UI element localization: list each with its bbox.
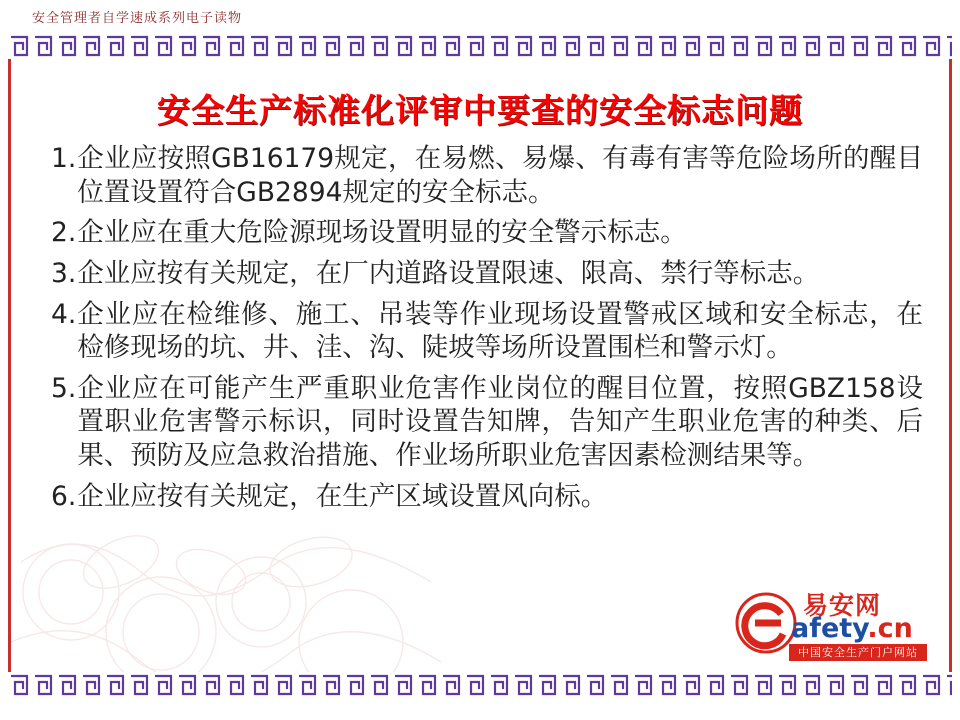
list-item-number: 2. (51, 217, 77, 249)
list-item-number: 5. (51, 372, 77, 404)
list-item-number: 4. (51, 298, 77, 330)
logo-brand-cn: 易安网 (803, 591, 882, 620)
logo-brand-tld: .cn (867, 613, 913, 644)
page-title: 安全生产标准化评审中要查的安全标志问题 (157, 91, 803, 130)
list-item (51, 372, 923, 473)
list-item (51, 298, 923, 365)
logo-e-mark-icon (735, 592, 797, 654)
list-item-text: 企业应在重大危险源现场设置明显的安全警示标志。 (77, 217, 687, 249)
list-item (51, 480, 923, 514)
list-item (51, 142, 923, 209)
greek-key-pattern-bottom-icon (8, 672, 952, 698)
logo-tagline: 中国安全生产门户网站 (789, 644, 927, 661)
list-item-number: 6. (51, 480, 77, 512)
list-item-text: 企业应在可能产生严重职业危害作业岗位的醒目位置，按照GBZ158设置职业危害警示标识，同时设置告知牌，告知产生职业危害的种类、后果、预防及应急救治措施、作业场所职业危害因素检测结果等。 (77, 372, 923, 472)
logo-brand-en-text: afety (791, 613, 868, 644)
decorative-border-top (8, 33, 952, 59)
points-list (11, 142, 949, 513)
list-item (51, 216, 923, 250)
list-item-text: 企业应按有关规定，在生产区域设置风向标。 (77, 480, 608, 512)
list-item-text: 企业应在检维修、施工、吊装等作业现场设置警戒区域和安全标志，在检修现场的坑、井、洼、沟、陡坡等场所设置围栏和警示灯。 (77, 298, 923, 364)
site-logo[interactable] (733, 586, 931, 664)
list-item-text: 企业应按照GB16179规定，在易燃、易爆、有毒有害等危险场所的醒目位置设置符合GB2894规定的安全标志。 (77, 143, 923, 208)
logo-brand-en (791, 613, 913, 644)
top-banner (0, 0, 960, 33)
greek-key-pattern-top-icon (8, 33, 952, 59)
decorative-border-bottom (8, 672, 952, 698)
list-item-number: 3. (51, 257, 77, 289)
banner-title: 安全管理者自学速成系列电子读物 (32, 11, 243, 26)
list-item-number: 1. (51, 143, 77, 174)
list-item-text: 企业应按有关规定，在厂内道路设置限速、限高、禁行等标志。 (77, 257, 820, 289)
list-item (51, 257, 923, 291)
content-frame (8, 59, 952, 672)
